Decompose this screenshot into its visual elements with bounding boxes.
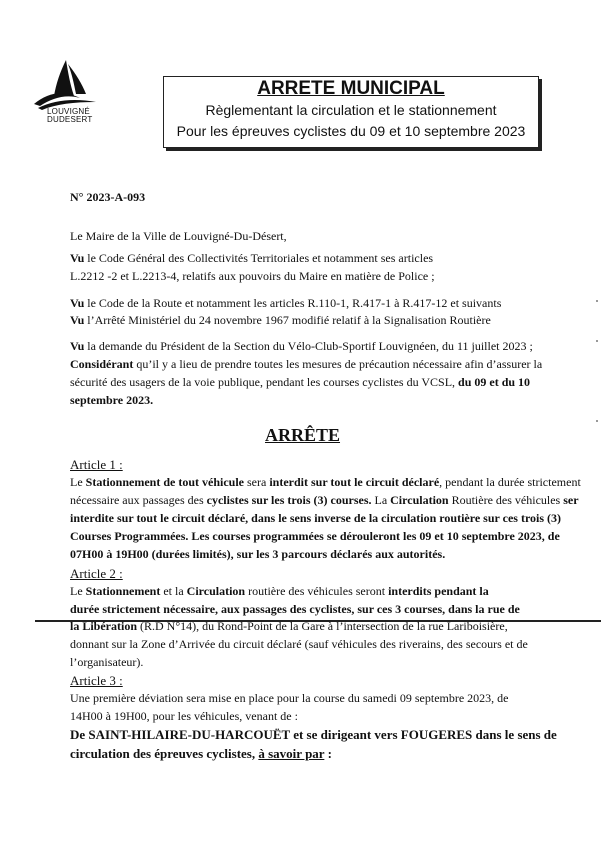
article-1-line-5: 07H00 à 19H00 (durées limités), sur les 3 parcours déclarés aux autorités.: [70, 547, 446, 561]
vu-4: Vu la demande du Président de la Section du Vélo-Club-Sportif Louvignéen, du 11 juillet 2023 ;: [70, 339, 533, 353]
vu-3: Vu l’Arrêté Ministériel du 24 novembre 1967 modifié relatif à la Signalisation Routière: [70, 313, 491, 327]
logo: [30, 58, 120, 126]
arrete-heading: ARRÊTE: [265, 425, 341, 445]
title-subtitle-1: Règlementant la circulation et le stationnement: [205, 102, 497, 118]
article-2-line-4: donnant sur la Zone d’Arrivée du circuit déclaré (sauf véhicules des riverains, des secours et de: [70, 637, 528, 651]
article-2-line-5: l’organisateur).: [70, 655, 144, 669]
scan-mark: [596, 420, 598, 422]
vu-1-line-2: L.2212 -2 et L.2213-4, relatifs aux pouvoirs du Maire en matière de Police ;: [70, 269, 435, 283]
article-2-heading: Article 2 :: [70, 566, 123, 581]
logo-text-line2: DUDESERT: [47, 115, 93, 124]
decree-number: N° 2023-A-093: [70, 190, 146, 204]
article-1-line-1: Le Stationnement de tout véhicule sera interdit sur tout le circuit déclaré, pendant la durée strictement: [70, 475, 581, 489]
intro-text: Le Maire de la Ville de Louvigné-Du-Désert,: [70, 229, 287, 243]
logo-text-line1: LOUVIGNÉ: [47, 107, 90, 116]
considerant-line-1: Considérant qu’il y a lieu de prendre toutes les mesures de précaution nécessaire afin d’assurer la: [70, 357, 543, 371]
article-2-line-1: Le Stationnement et la Circulation routière des véhicules seront interdits pendant la: [70, 584, 489, 598]
article-3-line-2: 14H00 à 19H00, pour les véhicules, venant de :: [70, 709, 298, 723]
page-title: ARRETE MUNICIPAL: [257, 78, 445, 99]
title-subtitle-2: Pour les épreuves cyclistes du 09 et 10 septembre 2023: [176, 123, 526, 139]
article-3-line-4: circulation des épreuves cyclistes, à savoir par :: [70, 746, 332, 761]
article-2-line-3: la Libération (R.D N°14), du Rond-Point de la Gare à l’intersection de la rue Lariboisière,: [70, 619, 508, 633]
article-2-line-2: durée strictement nécessaire, aux passages des cyclistes, sur ces 3 courses, dans la rue de: [70, 602, 520, 616]
article-3-heading: Article 3 :: [70, 673, 123, 688]
sail-logo-icon: [30, 58, 120, 110]
article-1-line-4: Courses Programmées. Les courses programmées se dérouleront les 09 et 10 septembre 2023, de: [70, 529, 560, 543]
article-1-heading: Article 1 :: [70, 457, 123, 472]
vu-2: Vu le Code de la Route et notamment les articles R.110-1, R.417-1 à R.417-12 et suivants: [70, 296, 502, 310]
article-3-line-1: Une première déviation sera mise en place pour la course du samedi 09 septembre 2023, de: [70, 691, 509, 705]
scan-mark: [596, 300, 598, 302]
scan-mark: [596, 340, 598, 342]
considerant-line-3: septembre 2023.: [70, 393, 154, 407]
article-3-line-3: De SAINT-HILAIRE-DU-HARCOUËT et se dirigeant vers FOUGERES dans le sens de: [70, 727, 557, 742]
title-box: [163, 76, 539, 148]
vu-1-line-1: Vu le Code Général des Collectivités Territoriales et notamment ses articles: [70, 251, 434, 265]
considerant-line-2: sécurité des usagers de la voie publique, pendant les courses cyclistes du VCSL, du 09 et du 10: [70, 375, 531, 389]
article-1-line-3: interdite sur tout le circuit déclaré, dans le sens inverse de la circulation routière sur ces trois (3): [70, 511, 562, 525]
article-1-line-2: nécessaire aux passages des cyclistes sur les trois (3) courses. La Circulation Routière des véhicules ser: [70, 493, 579, 507]
